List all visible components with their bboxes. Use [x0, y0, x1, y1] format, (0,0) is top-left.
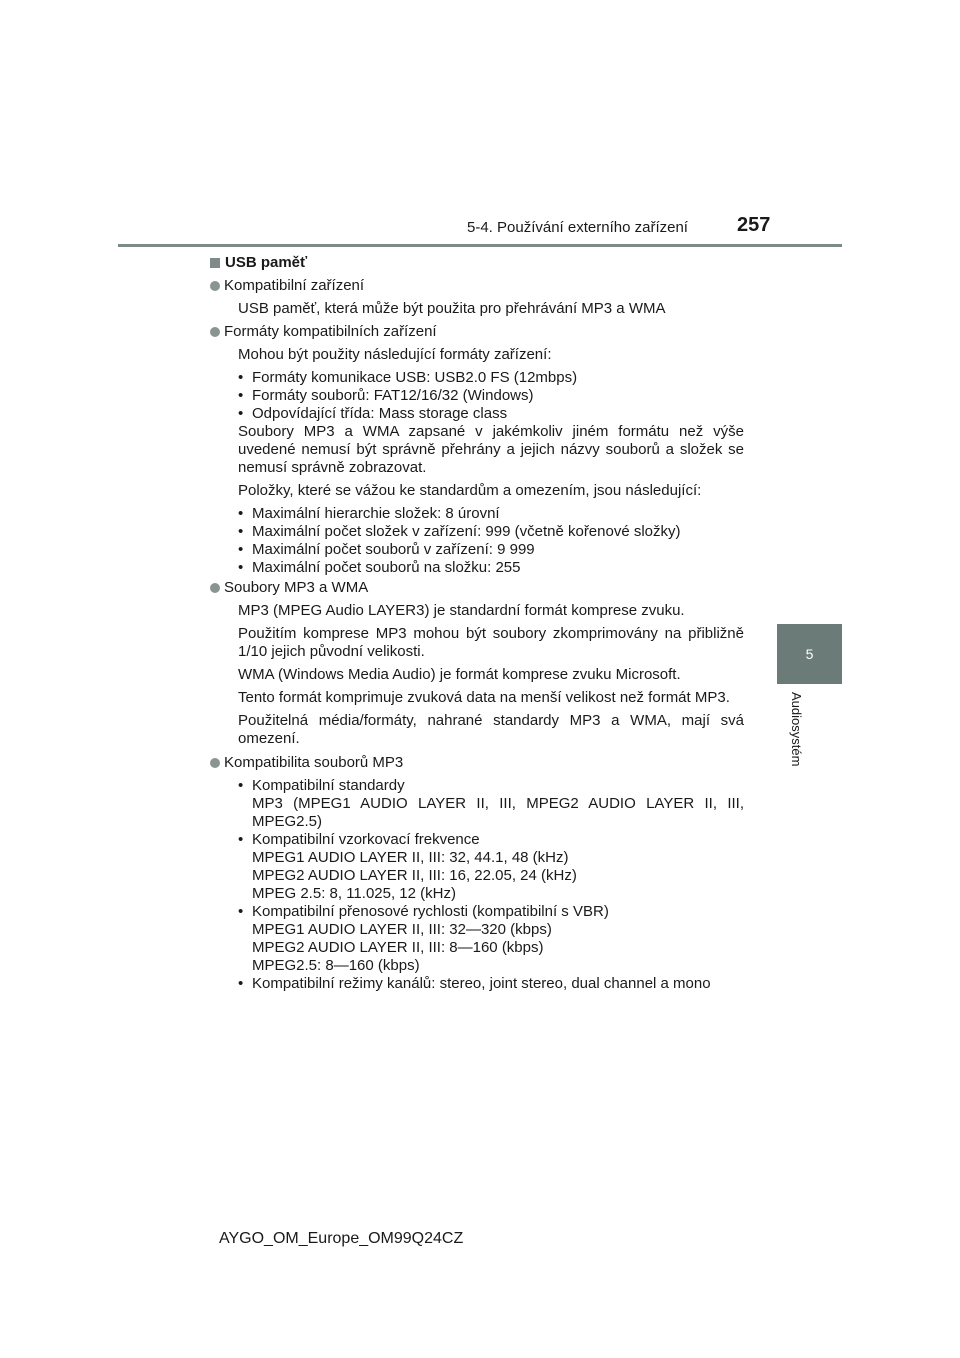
subsection-title: [210, 579, 744, 597]
list-item-text: Maximální hierarchie složek: 8 úrovní: [252, 505, 500, 522]
list-item-text: Kompatibilní režimy kanálů: stereo, joint stereo, dual channel a mono: [252, 975, 711, 992]
section-title: 5-4. Používání externího zařízení: [467, 219, 688, 236]
list-item-text: Maximální počet složek v zařízení: 999 (včetně kořenové složky): [252, 523, 681, 540]
circle-bullet-icon: [210, 281, 220, 291]
circle-bullet-icon: [210, 327, 220, 337]
list-subitem: [238, 939, 744, 957]
list-item-text: Maximální počet souborů na složku: 255: [252, 559, 521, 576]
page-content: [210, 254, 744, 993]
bullet-list: [210, 369, 744, 423]
subsection-title: [210, 323, 744, 341]
list-item: • Kompatibilní přenosové rychlosti (kompatibilní s VBR): [238, 903, 744, 921]
list-item: • Odpovídající třída: Mass storage class: [238, 405, 744, 423]
list-subitem-text: MP3 (MPEG1 AUDIO LAYER II, III, MPEG2 AUDIO LAYER II, III, MPEG2.5): [252, 795, 744, 830]
list-subitem: [238, 795, 744, 831]
paragraph: Tento formát komprimuje zvuková data na menší velikost než formát MP3.: [238, 689, 730, 706]
list-subitem-text: MPEG2 AUDIO LAYER II, III: 8—160 (kbps): [252, 939, 544, 956]
list-subitem-text: MPEG 2.5: 8, 11.025, 12 (kHz): [252, 885, 456, 902]
bullet-list: [210, 505, 744, 577]
list-subitem-text: MPEG2 AUDIO LAYER II, III: 16, 22.05, 24 (kHz): [252, 867, 577, 884]
list-subitem: [238, 957, 744, 975]
list-item-text: Formáty souborů: FAT12/16/32 (Windows): [252, 387, 534, 404]
paragraph: Položky, které se vážou ke standardům a omezením, jsou následující:: [238, 482, 702, 499]
paragraph: Použitelná média/formáty, nahrané standardy MP3 a WMA, mají svá omezení.: [238, 712, 744, 747]
circle-bullet-icon: [210, 758, 220, 768]
paragraph: USB paměť, která může být použita pro přehrávání MP3 a WMA: [238, 300, 666, 317]
chapter-tab[interactable]: [777, 624, 842, 684]
subsection-title-text: Soubory MP3 a WMA: [224, 579, 369, 596]
section-heading: [210, 254, 744, 272]
list-item: • Maximální počet souborů na složku: 255: [238, 559, 744, 577]
list-item-text: Formáty komunikace USB: USB2.0 FS (12mbps): [252, 369, 578, 386]
paragraph: Použitím komprese MP3 mohou být soubory zkomprimovány na přibližně 1/10 jejich původní velikosti.: [238, 625, 744, 660]
list-item-text: Kompatibilní vzorkovací frekvence: [252, 831, 480, 848]
chapter-number: 5: [805, 646, 814, 662]
list-item-text: Kompatibilní standardy: [252, 777, 405, 794]
list-item: • Formáty komunikace USB: USB2.0 FS (12mbps): [238, 369, 744, 387]
list-item: • Maximální počet souborů v zařízení: 9 999: [238, 541, 744, 559]
section-heading-text: USB paměť: [225, 254, 308, 271]
list-subitem: [238, 849, 744, 867]
list-subitem-text: MPEG1 AUDIO LAYER II, III: 32, 44.1, 48 (kHz): [252, 849, 569, 866]
paragraph: Soubory MP3 a WMA zapsané v jakémkoliv jiném formátu než výše uvedené nemusí být správně přehrány a jejich názvy souborů a složek se nemusí správně zobrazovat.: [238, 423, 744, 476]
subsection-title-text: Kompatibilita souborů MP3: [224, 754, 404, 771]
list-item: • Kompatibilní vzorkovací frekvence: [238, 831, 744, 849]
document-id: AYGO_OM_Europe_OM99Q24CZ: [219, 1230, 464, 1247]
list-subitem: [238, 867, 744, 885]
header-divider: [118, 244, 842, 247]
list-subitem: [238, 921, 744, 939]
paragraph: MP3 (MPEG Audio LAYER3) je standardní formát komprese zvuku.: [238, 602, 685, 619]
list-item: • Kompatibilní standardy: [238, 777, 744, 795]
list-item-text: Kompatibilní přenosové rychlosti (kompatibilní s VBR): [252, 903, 609, 920]
list-item-text: Odpovídající třída: Mass storage class: [252, 405, 508, 422]
circle-bullet-icon: [210, 583, 220, 593]
list-subitem-text: MPEG1 AUDIO LAYER II, III: 32—320 (kbps): [252, 921, 552, 938]
list-item-text: Maximální počet souborů v zařízení: 9 999: [252, 541, 535, 558]
list-item: • Maximální hierarchie složek: 8 úrovní: [238, 505, 744, 523]
list-item: • Kompatibilní režimy kanálů: stereo, joint stereo, dual channel a mono: [238, 975, 744, 993]
list-subitem-text: MPEG2.5: 8—160 (kbps): [252, 957, 420, 974]
square-bullet-icon: [210, 258, 220, 268]
subsection-title-text: Formáty kompatibilních zařízení: [224, 323, 437, 340]
chapter-label: Audiosystém: [789, 692, 804, 767]
paragraph: WMA (Windows Media Audio) je formát komprese zvuku Microsoft.: [238, 666, 681, 683]
list-item: • Formáty souborů: FAT12/16/32 (Windows): [238, 387, 744, 405]
subsection-title-text: Kompatibilní zařízení: [224, 277, 365, 294]
page-number: 257: [737, 214, 771, 236]
list-item: • Maximální počet složek v zařízení: 999 (včetně kořenové složky): [238, 523, 744, 541]
list-subitem: [238, 885, 744, 903]
subsection-title: [210, 754, 744, 772]
bullet-list: [210, 777, 744, 993]
paragraph: Mohou být použity následující formáty zařízení:: [238, 346, 552, 363]
subsection-title: [210, 277, 744, 295]
